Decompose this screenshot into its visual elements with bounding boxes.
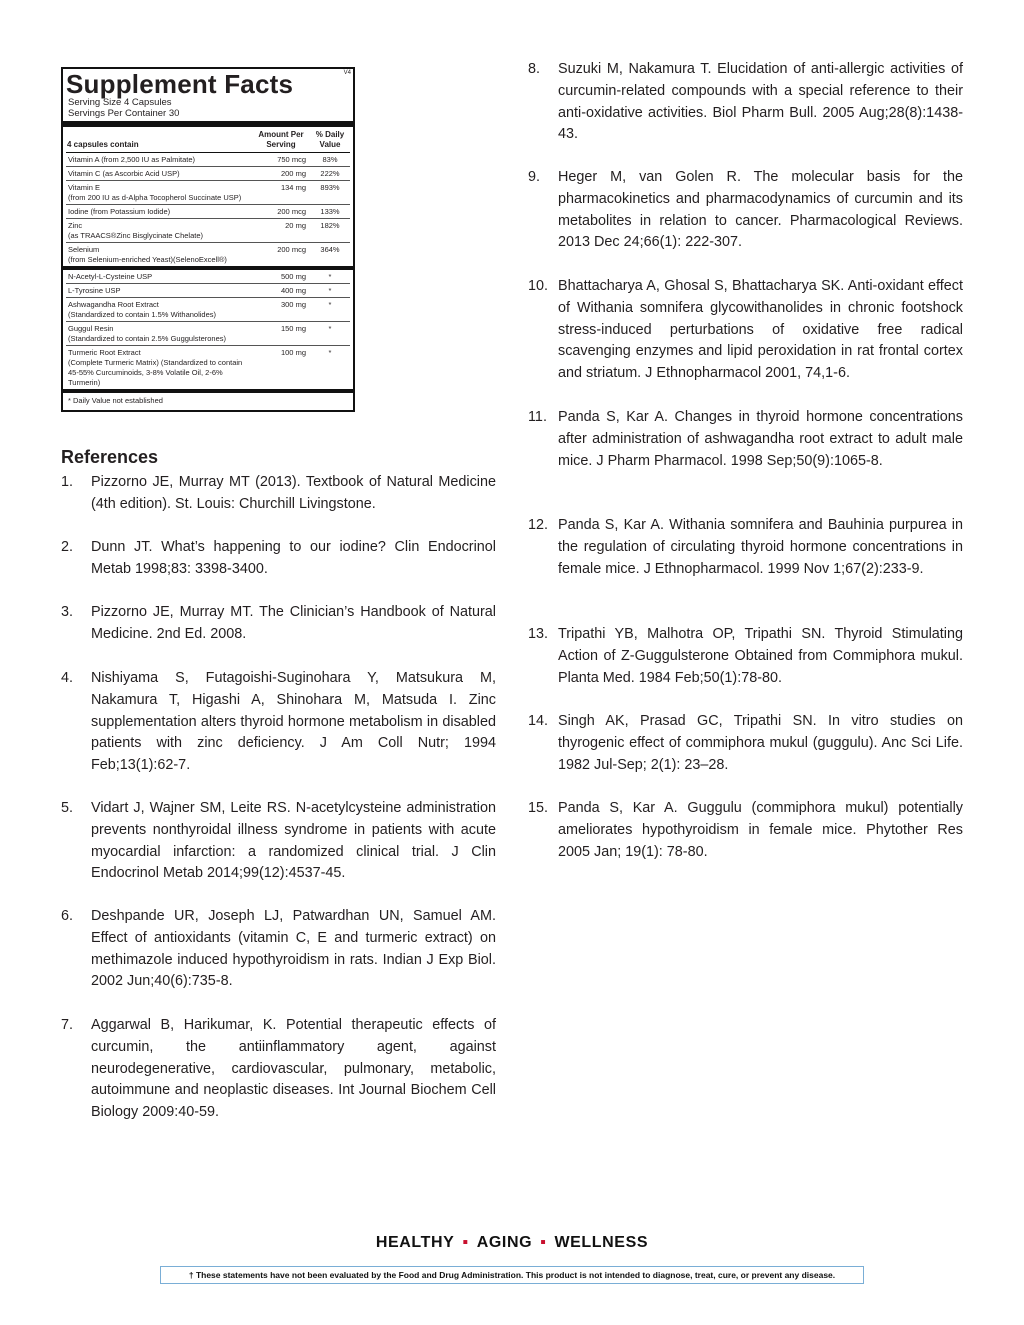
reference-text: Nishiyama S, Futagoishi-Suginohara Y, Matsukura M, Nakamura T, Higashi A, Shinohara M, Matsuda I. Zinc supplementation alters thyroid hormone metabolism in disabled patients with zinc deficiency. J Am Coll Nutr; 1994 Feb;13(1):62-7. (91, 670, 496, 774)
reference-text: Aggarwal B, Harikumar, K. Potential therapeutic effects of curcumin, the antiinflammatory agent, against neurodegenerative, cardiovascular, pulmonary, metabolic, autoimmune and neoplastic diseases. Int Journal Biochem Cell Biology 2009:40-59. (91, 1017, 496, 1121)
tagline-word: HEALTHY (375, 1234, 455, 1251)
amount-per-serving: 20 mg (285, 221, 306, 230)
reference-item (528, 59, 963, 146)
reference-number: 4. (61, 670, 74, 686)
ingredient-name: N-Acetyl-L-Cysteine USP (68, 272, 153, 281)
reference-number: 14. (528, 713, 549, 729)
amount-per-serving: 100 mg (280, 348, 306, 357)
tagline-word: WELLNESS (554, 1234, 649, 1251)
ingredient-detail: (Complete Turmeric Matrix) (Standardized to contain 45-55% Curcuminoids, 3-8% Volatile Oil, 2-6% Turmerin) (68, 358, 243, 387)
facts-row (66, 153, 350, 167)
vitamin-mineral-rows (66, 153, 350, 266)
separator-dot: ▪ (462, 1234, 469, 1251)
reference-item (528, 515, 963, 580)
daily-value: 364% (320, 245, 340, 254)
ingredient-name: Ashwagandha Root Extract (68, 300, 159, 309)
servings-per-container: Servings Per Container 30 (68, 108, 180, 119)
reference-text: Tripathi YB, Malhotra OP, Tripathi SN. Thyroid Stimulating Action of Z-Guggulsterone Obtained from Commiphora mukul. Planta Med. 1984 Feb;50(1):78-80. (558, 626, 963, 686)
reference-number: 9. (528, 169, 541, 185)
facts-row (66, 181, 350, 205)
serving-size: Serving Size 4 Capsules (68, 97, 172, 108)
amount-per-serving: 200 mg (280, 169, 306, 178)
amount-per-serving: 500 mg (280, 272, 306, 281)
reference-item (61, 1015, 496, 1124)
reference-item (61, 472, 496, 516)
daily-value: * (328, 348, 332, 357)
reference-number: 8. (528, 61, 541, 77)
amount-per-serving: 300 mg (280, 300, 306, 309)
ingredient-detail: (Standardized to contain 1.5% Withanolides) (68, 310, 217, 319)
reference-number: 13. (528, 626, 549, 642)
reference-text: Pizzorno JE, Murray MT (2013). Textbook of Natural Medicine (4th edition). St. Louis: Churchill Livingstone. (91, 474, 496, 512)
reference-text: Pizzorno JE, Murray MT. The Clinician’s Handbook of Natural Medicine. 2nd Ed. 2008. (91, 604, 496, 642)
tagline-word: AGING (476, 1234, 533, 1251)
facts-row (66, 243, 350, 266)
facts-header-row (66, 127, 350, 153)
reference-number: 11. (528, 409, 547, 425)
amount-per-serving: 200 mcg (277, 207, 306, 216)
panel-code: V4 (343, 70, 351, 76)
ingredient-name: Vitamin C (as Ascorbic Acid USP) (68, 169, 180, 178)
facts-row (66, 322, 350, 346)
reference-text: Vidart J, Wajner SM, Leite RS. N-acetylcysteine administration prevents nonthyroidal illness syndrome in patients with acute myocardial infarction: a randomized clinical trial. J Clin Endocrinol Metab 2014;99(12):4537-45. (91, 800, 496, 882)
daily-value: 222% (320, 169, 340, 178)
ingredient-detail: (as TRAACS®Zinc Bisglycinate Chelate) (68, 231, 204, 240)
reference-number: 15. (528, 800, 549, 816)
amount-per-serving: 200 mcg (277, 245, 306, 254)
reference-text: Suzuki M, Nakamura T. Elucidation of anti-allergic activities of curcumin-related compounds with a special reference to their anti-oxidative activities. Biol Pharm Bull. 2005 Aug;28(8):1438-43. (558, 61, 963, 143)
header-contain: 4 capsules contain (67, 140, 139, 149)
supplement-facts-panel (61, 67, 355, 412)
ingredient-name: Zinc (68, 221, 83, 230)
reference-item (61, 906, 496, 993)
ingredient-name: Vitamin A (from 2,500 IU as Palmitate) (68, 155, 195, 164)
ingredient-name: Vitamin E (68, 183, 100, 192)
reference-item (61, 602, 496, 646)
reference-number: 1. (61, 474, 74, 490)
amount-per-serving: 400 mg (280, 286, 306, 295)
reference-number: 5. (61, 800, 74, 816)
tagline (0, 1234, 1024, 1252)
reference-item (528, 276, 963, 385)
ingredient-name: L-Tyrosine USP (68, 286, 121, 295)
ingredient-name: Turmeric Root Extract (68, 348, 141, 357)
reference-text: Bhattacharya A, Ghosal S, Bhattacharya SK. Anti-oxidant effect of Withania somnifera glycowithanolides in chronic footshock stress-induced perturbations of oxidative free radical scavenging enzymes and lipid peroxidation in rat frontal cortex and striatum. J Ethnopharmacol 2001, 74,1-6. (558, 278, 963, 382)
botanical-rows (66, 270, 350, 389)
reference-text: Panda S, Kar A. Withania somnifera and Bauhinia purpurea in the regulation of circulating thyroid hormone concentrations in female mice. J Ethnopharmacol. 1999 Nov 1;67(2):233-9. (558, 517, 963, 577)
facts-row (66, 219, 350, 243)
facts-row (66, 205, 350, 219)
references-heading: References (61, 447, 159, 467)
daily-value: * (328, 272, 332, 281)
reference-number: 6. (61, 908, 74, 924)
ingredient-name: Selenium (68, 245, 100, 254)
amount-per-serving: 150 mg (280, 324, 306, 333)
reference-item (61, 668, 496, 777)
facts-row (66, 346, 350, 389)
reference-number: 7. (61, 1017, 74, 1033)
ingredient-name: Guggul Resin (68, 324, 114, 333)
reference-item (528, 624, 963, 689)
fda-disclaimer: † These statements have not been evaluated by the Food and Drug Administration. This product is not intended to diagnose, treat, cure, or prevent any disease. (160, 1266, 864, 1284)
ingredient-detail: (Standardized to contain 2.5% Guggulsterones) (68, 334, 227, 343)
reference-item (61, 798, 496, 885)
reference-text: Deshpande UR, Joseph LJ, Patwardhan UN, Samuel AM. Effect of antioxidants (vitamin C, E and turmeric extract) on methimazole induced hypothyroidism in rats. Indian J Exp Biol. 2002 Jun;40(6):735-8. (91, 908, 496, 990)
separator-dot: ▪ (540, 1234, 547, 1251)
ingredient-detail: (from Selenium-enriched Yeast)(SelenoExcell®) (68, 255, 227, 264)
daily-value: 83% (322, 155, 338, 164)
reference-text: Singh AK, Prasad GC, Tripathi SN. In vitro studies on thyrogenic effect of commiphora mukul (guggulu). Anc Sci Life. 1982 Jul-Sep; 2(1): 23–28. (558, 713, 963, 773)
reference-number: 3. (61, 604, 74, 620)
facts-row (66, 284, 350, 298)
amount-per-serving: 750 mcg (277, 155, 306, 164)
facts-row (66, 270, 350, 284)
daily-value: * (328, 324, 332, 333)
header-amount: Amount Per Serving (258, 130, 304, 149)
daily-value: 893% (320, 183, 340, 192)
amount-per-serving: 134 mg (280, 183, 306, 192)
reference-text: Panda S, Kar A. Guggulu (commiphora mukul) potentially ameliorates hypothyroidism in female mice. Phytother Res 2005 Jan; 19(1): 78-80. (558, 800, 963, 860)
reference-text: Dunn JT. What’s happening to our iodine? Clin Endocrinol Metab 1998;83: 3398-3400. (91, 539, 496, 577)
reference-number: 10. (528, 278, 549, 294)
ingredient-detail: (from 200 IU as d-Alpha Tocopherol Succinate USP) (68, 193, 242, 202)
daily-value: 133% (320, 207, 340, 216)
reference-item (528, 167, 963, 254)
reference-item (61, 537, 496, 581)
reference-item (528, 798, 963, 863)
reference-item (528, 407, 963, 472)
daily-value: * (328, 300, 332, 309)
header-daily-value: % Daily Value (315, 130, 345, 149)
facts-row (66, 298, 350, 322)
reference-text: Panda S, Kar A. Changes in thyroid hormone concentrations after administration of ashwagandha root extract to adult male mice. J Pharm Pharmacol. 1998 Sep;50(9):1065-8. (558, 409, 963, 469)
ingredient-name: Iodine (from Potassium Iodide) (68, 207, 171, 216)
daily-value: 182% (320, 221, 340, 230)
reference-number: 12. (528, 517, 549, 533)
reference-text: Heger M, van Golen R. The molecular basis for the pharmacokinetics and pharmacodynamics of curcumin and its metabolites in relation to cancer. Pharmacological Reviews. 2013 Dec 24;66(1): 222-307. (558, 169, 963, 251)
daily-value: * (328, 286, 332, 295)
facts-row (66, 167, 350, 181)
supplement-facts-title: Supplement Facts (66, 69, 294, 99)
reference-number: 2. (61, 539, 74, 555)
daily-value-footnote: * Daily Value not established (68, 396, 163, 405)
reference-item (528, 711, 963, 776)
